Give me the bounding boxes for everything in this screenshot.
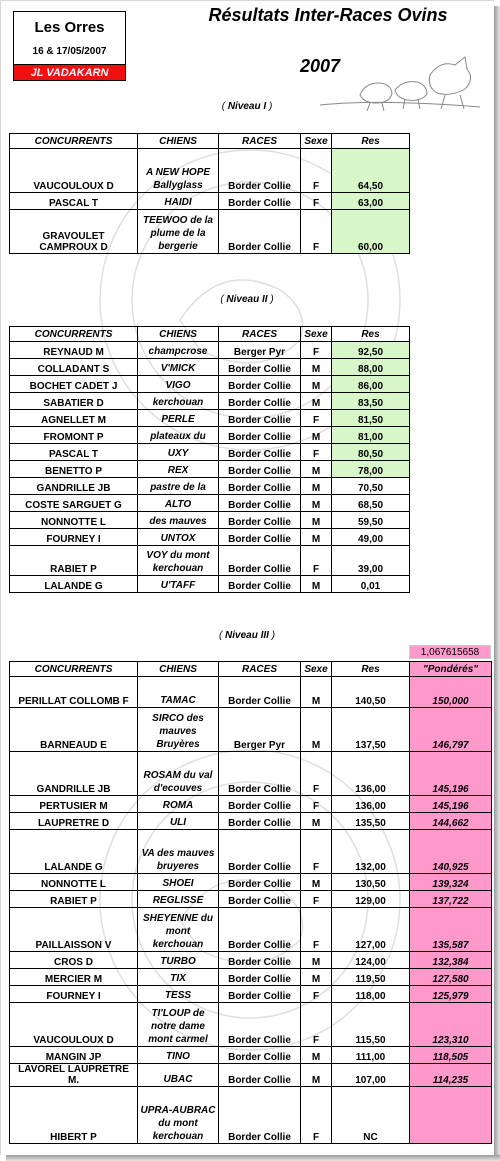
header-sexe: Sexe [301, 662, 332, 677]
page-year: 2007 [300, 56, 341, 76]
results-table-level-3 [9, 661, 492, 1144]
dog-name: UPRA-AUBRAC du mont kerchouan [138, 1087, 219, 1144]
page-shadow-bottom [6, 1155, 500, 1161]
table-row [10, 813, 492, 830]
competitor-name: FOURNEY I [10, 529, 138, 546]
header-sexe: Sexe [301, 327, 332, 342]
dog-name: TAMAC [138, 677, 219, 708]
table-row [10, 1003, 492, 1047]
table-row [10, 376, 410, 393]
competitor-name: FOURNEY I [10, 986, 138, 1003]
weighted-score: 125,979 [410, 986, 492, 1003]
result-score: 130,50 [332, 874, 410, 891]
competitor-name: RABIET P [10, 891, 138, 908]
result-score: 132,00 [332, 830, 410, 874]
header-concurrents: CONCURRENTS [10, 662, 138, 677]
breed: Border Collie [219, 193, 301, 210]
sex: M [301, 677, 332, 708]
table-row [10, 546, 410, 576]
header-ponderes: "Pondérés" [410, 662, 492, 677]
sex: F [301, 830, 332, 874]
sex: F [301, 444, 332, 461]
breed: Border Collie [219, 376, 301, 393]
competitor-name: LAVOREL LAUPRETRE M. [10, 1064, 138, 1087]
breed: Border Collie [219, 427, 301, 444]
result-score: 135,50 [332, 813, 410, 830]
dog-name: UXY [138, 444, 219, 461]
judge-name: JL VADAKARN [13, 64, 126, 81]
competitor-name: MERCIER M [10, 969, 138, 986]
sex: M [301, 969, 332, 986]
results-table-level-1 [9, 133, 410, 254]
table-header-row [10, 327, 410, 342]
dog-name: SIRCO des mauves Bruyères [138, 708, 219, 752]
table-row [10, 359, 410, 376]
dog-name: kerchouan [138, 393, 219, 410]
breed: Border Collie [219, 969, 301, 986]
table-row [10, 1064, 492, 1087]
table-row [10, 796, 492, 813]
table-row [10, 986, 492, 1003]
competitor-name: GRAVOULET CAMPROUX D [10, 210, 138, 254]
breed: Border Collie [219, 908, 301, 952]
weighted-score: 145,196 [410, 752, 492, 796]
sex: F [301, 752, 332, 796]
dog-name: PERLE [138, 410, 219, 427]
breed: Border Collie [219, 1064, 301, 1087]
breed: Border Collie [219, 495, 301, 512]
competitor-name: GANDRILLE JB [10, 752, 138, 796]
sex: F [301, 546, 332, 576]
dog-name: UBAC [138, 1064, 219, 1087]
competitor-name: PERTUSIER M [10, 796, 138, 813]
sex: M [301, 461, 332, 478]
table-row [10, 495, 410, 512]
dog-name: TIX [138, 969, 219, 986]
breed: Border Collie [219, 393, 301, 410]
result-score: 92,50 [332, 342, 410, 359]
weighted-score: 137,722 [410, 891, 492, 908]
breed: Border Collie [219, 830, 301, 874]
page-title: Résultats Inter-Races Ovins [208, 5, 448, 25]
dog-name: UNTOX [138, 529, 219, 546]
weighted-score: 140,925 [410, 830, 492, 874]
dog-name: U'TAFF [138, 576, 219, 593]
competitor-name: COSTE SARGUET G [10, 495, 138, 512]
header-races: RACES [219, 134, 301, 149]
breed: Berger Pyr [219, 708, 301, 752]
competitor-name: LALANDE G [10, 830, 138, 874]
table-row [10, 342, 410, 359]
competitor-name: LALANDE G [10, 576, 138, 593]
competitor-name: FROMONT P [10, 427, 138, 444]
weighted-score: 118,505 [410, 1047, 492, 1064]
dog-name: VIGO [138, 376, 219, 393]
venue-date: 16 & 17/05/2007 [32, 46, 107, 57]
result-score: 64,50 [332, 149, 410, 193]
competitor-name: MANGIN JP [10, 1047, 138, 1064]
dog-name: HAIDI [138, 193, 219, 210]
table-row [10, 576, 410, 593]
sex: M [301, 512, 332, 529]
dog-name: ROMA [138, 796, 219, 813]
result-score: 78,00 [332, 461, 410, 478]
sex: M [301, 952, 332, 969]
result-score: 129,00 [332, 891, 410, 908]
sex: M [301, 874, 332, 891]
result-score: 115,50 [332, 1003, 410, 1047]
sex: F [301, 986, 332, 1003]
header-races: RACES [219, 662, 301, 677]
breed: Border Collie [219, 546, 301, 576]
dog-name: ULI [138, 813, 219, 830]
sex: M [301, 359, 332, 376]
sex: F [301, 1003, 332, 1047]
table-row [10, 427, 410, 444]
dog-name: TESS [138, 986, 219, 1003]
header-chiens: CHIENS [138, 662, 219, 677]
sex: M [301, 393, 332, 410]
breed: Border Collie [219, 1047, 301, 1064]
table-row [10, 1087, 492, 1144]
result-score: 63,00 [332, 193, 410, 210]
table-row [10, 891, 492, 908]
weighted-score: 123,310 [410, 1003, 492, 1047]
table-header-row [10, 662, 492, 677]
sex: F [301, 210, 332, 254]
weighted-score: 145,196 [410, 796, 492, 813]
sex: M [301, 576, 332, 593]
breed: Border Collie [219, 359, 301, 376]
result-score: 81,00 [332, 427, 410, 444]
competitor-name: PASCAL T [10, 193, 138, 210]
competitor-name: BENETTO P [10, 461, 138, 478]
result-score: 140,50 [332, 677, 410, 708]
result-score: 59,50 [332, 512, 410, 529]
sex: M [301, 1047, 332, 1064]
competitor-name: PAILLAISSON V [10, 908, 138, 952]
sex: F [301, 149, 332, 193]
weighted-score: 132,384 [410, 952, 492, 969]
level-2-heading: ( Niveau II ) [220, 294, 274, 305]
sex: F [301, 908, 332, 952]
weighted-score: 146,797 [410, 708, 492, 752]
competitor-name: HIBERT P [10, 1087, 138, 1144]
breed: Border Collie [219, 677, 301, 708]
weighted-score: 127,580 [410, 969, 492, 986]
competitor-name: BARNEAUD E [10, 708, 138, 752]
dog-name: plateaux du [138, 427, 219, 444]
result-score: 60,00 [332, 210, 410, 254]
result-score: 124,00 [332, 952, 410, 969]
level-1-heading: ( Niveau I ) [221, 101, 273, 112]
venue-city: Les Orres [34, 19, 105, 36]
competitor-name: NONNOTTE L [10, 512, 138, 529]
result-score: 118,00 [332, 986, 410, 1003]
dog-name: TURBO [138, 952, 219, 969]
table-row [10, 1047, 492, 1064]
breed: Border Collie [219, 891, 301, 908]
result-score: 68,50 [332, 495, 410, 512]
result-score: 137,50 [332, 708, 410, 752]
dog-name: TI'LOUP de notre dame mont carmel [138, 1003, 219, 1047]
dog-name: TINO [138, 1047, 219, 1064]
header-chiens: CHIENS [138, 134, 219, 149]
breed: Border Collie [219, 410, 301, 427]
dog-name: SHEYENNE du mont kerchouan [138, 908, 219, 952]
sex: F [301, 891, 332, 908]
competitor-name: COLLADANT S [10, 359, 138, 376]
table-row [10, 149, 410, 193]
result-score: 111,00 [332, 1047, 410, 1064]
sex: M [301, 478, 332, 495]
weighted-score: 139,324 [410, 874, 492, 891]
competitor-name: LAUPRETRE D [10, 813, 138, 830]
sex: M [301, 495, 332, 512]
dog-name: ROSAM du val d'ecouves [138, 752, 219, 796]
coefficient-value: 1,067615658 [409, 645, 491, 659]
sex: F [301, 410, 332, 427]
competitor-name: CROS D [10, 952, 138, 969]
breed: Border Collie [219, 986, 301, 1003]
result-score: 83,50 [332, 393, 410, 410]
header-sexe: Sexe [301, 134, 332, 149]
competitor-name: PERILLAT COLLOMB F [10, 677, 138, 708]
results-table-level-2 [9, 326, 410, 593]
competitor-name: GANDRILLE JB [10, 478, 138, 495]
weighted-score: 135,587 [410, 908, 492, 952]
competitor-name: BOCHET CADET J [10, 376, 138, 393]
sex: M [301, 708, 332, 752]
competitor-name: NONNOTTE L [10, 874, 138, 891]
breed: Border Collie [219, 796, 301, 813]
competitor-name: PASCAL T [10, 444, 138, 461]
table-row [10, 752, 492, 796]
result-score: 49,00 [332, 529, 410, 546]
breed: Border Collie [219, 752, 301, 796]
table-row [10, 410, 410, 427]
table-row [10, 529, 410, 546]
dog-name: TEEWOO de la plume de la bergerie [138, 210, 219, 254]
weighted-score: 114,235 [410, 1064, 492, 1087]
weighted-score: 150,000 [410, 677, 492, 708]
result-score: 107,00 [332, 1064, 410, 1087]
sex: M [301, 1064, 332, 1087]
sex: M [301, 813, 332, 830]
header-res: Res [332, 327, 410, 342]
breed: Border Collie [219, 813, 301, 830]
breed: Border Collie [219, 478, 301, 495]
result-score: 127,00 [332, 908, 410, 952]
table-row [10, 193, 410, 210]
venue-box [13, 11, 126, 81]
result-score: 70,50 [332, 478, 410, 495]
level-3-heading: ( Niveau III ) [218, 630, 276, 641]
result-score: 136,00 [332, 796, 410, 813]
table-header-row [10, 134, 410, 149]
breed: Border Collie [219, 1003, 301, 1047]
result-score: 88,00 [332, 359, 410, 376]
result-score: 86,00 [332, 376, 410, 393]
competitor-name: AGNELLET M [10, 410, 138, 427]
weighted-score [410, 1087, 492, 1144]
breed: Border Collie [219, 210, 301, 254]
result-score: 80,50 [332, 444, 410, 461]
table-row [10, 830, 492, 874]
breed: Border Collie [219, 149, 301, 193]
header-res: Res [332, 662, 410, 677]
table-row [10, 969, 492, 986]
dog-name: VA des mauves bruyeres [138, 830, 219, 874]
breed: Border Collie [219, 461, 301, 478]
breed: Border Collie [219, 874, 301, 891]
sex: M [301, 529, 332, 546]
table-row [10, 512, 410, 529]
dog-name: SHOEI [138, 874, 219, 891]
table-row [10, 393, 410, 410]
dog-name: pastre de la [138, 478, 219, 495]
breed: Border Collie [219, 529, 301, 546]
breed: Border Collie [219, 444, 301, 461]
table-row [10, 952, 492, 969]
competitor-name: SABATIER D [10, 393, 138, 410]
dog-name: V'MICK [138, 359, 219, 376]
competitor-name: RABIET P [10, 546, 138, 576]
table-row [10, 210, 410, 254]
breed: Berger Pyr [219, 342, 301, 359]
table-row [10, 874, 492, 891]
dog-name: VOY du mont kerchouan [138, 546, 219, 576]
breed: Border Collie [219, 576, 301, 593]
dog-name: REGLISSE [138, 891, 219, 908]
table-row [10, 708, 492, 752]
competitor-name: VAUCOULOUX D [10, 149, 138, 193]
sex: F [301, 1087, 332, 1144]
sex: F [301, 193, 332, 210]
competitor-name: REYNAUD M [10, 342, 138, 359]
page-shadow-right [494, 6, 500, 1161]
result-score: 136,00 [332, 752, 410, 796]
breed: Border Collie [219, 952, 301, 969]
table-row [10, 677, 492, 708]
dog-name: des mauves [138, 512, 219, 529]
table-row [10, 478, 410, 495]
dog-name: champcrose [138, 342, 219, 359]
header-concurrents: CONCURRENTS [10, 134, 138, 149]
result-score: 39,00 [332, 546, 410, 576]
header-chiens: CHIENS [138, 327, 219, 342]
table-row [10, 461, 410, 478]
table-row [10, 444, 410, 461]
result-score: 81,50 [332, 410, 410, 427]
header-concurrents: CONCURRENTS [10, 327, 138, 342]
header-races: RACES [219, 327, 301, 342]
dog-name: A NEW HOPE Ballyglass [138, 149, 219, 193]
table-row [10, 908, 492, 952]
sex: F [301, 342, 332, 359]
breed: Border Collie [219, 512, 301, 529]
sex: F [301, 796, 332, 813]
dog-name: ALTO [138, 495, 219, 512]
dog-name: REX [138, 461, 219, 478]
result-score: NC [332, 1087, 410, 1144]
sex: M [301, 427, 332, 444]
header-res: Res [332, 134, 410, 149]
sex: M [301, 376, 332, 393]
competitor-name: VAUCOULOUX D [10, 1003, 138, 1047]
breed: Border Collie [219, 1087, 301, 1144]
weighted-score: 144,662 [410, 813, 492, 830]
result-score: 119,50 [332, 969, 410, 986]
result-score: 0,01 [332, 576, 410, 593]
